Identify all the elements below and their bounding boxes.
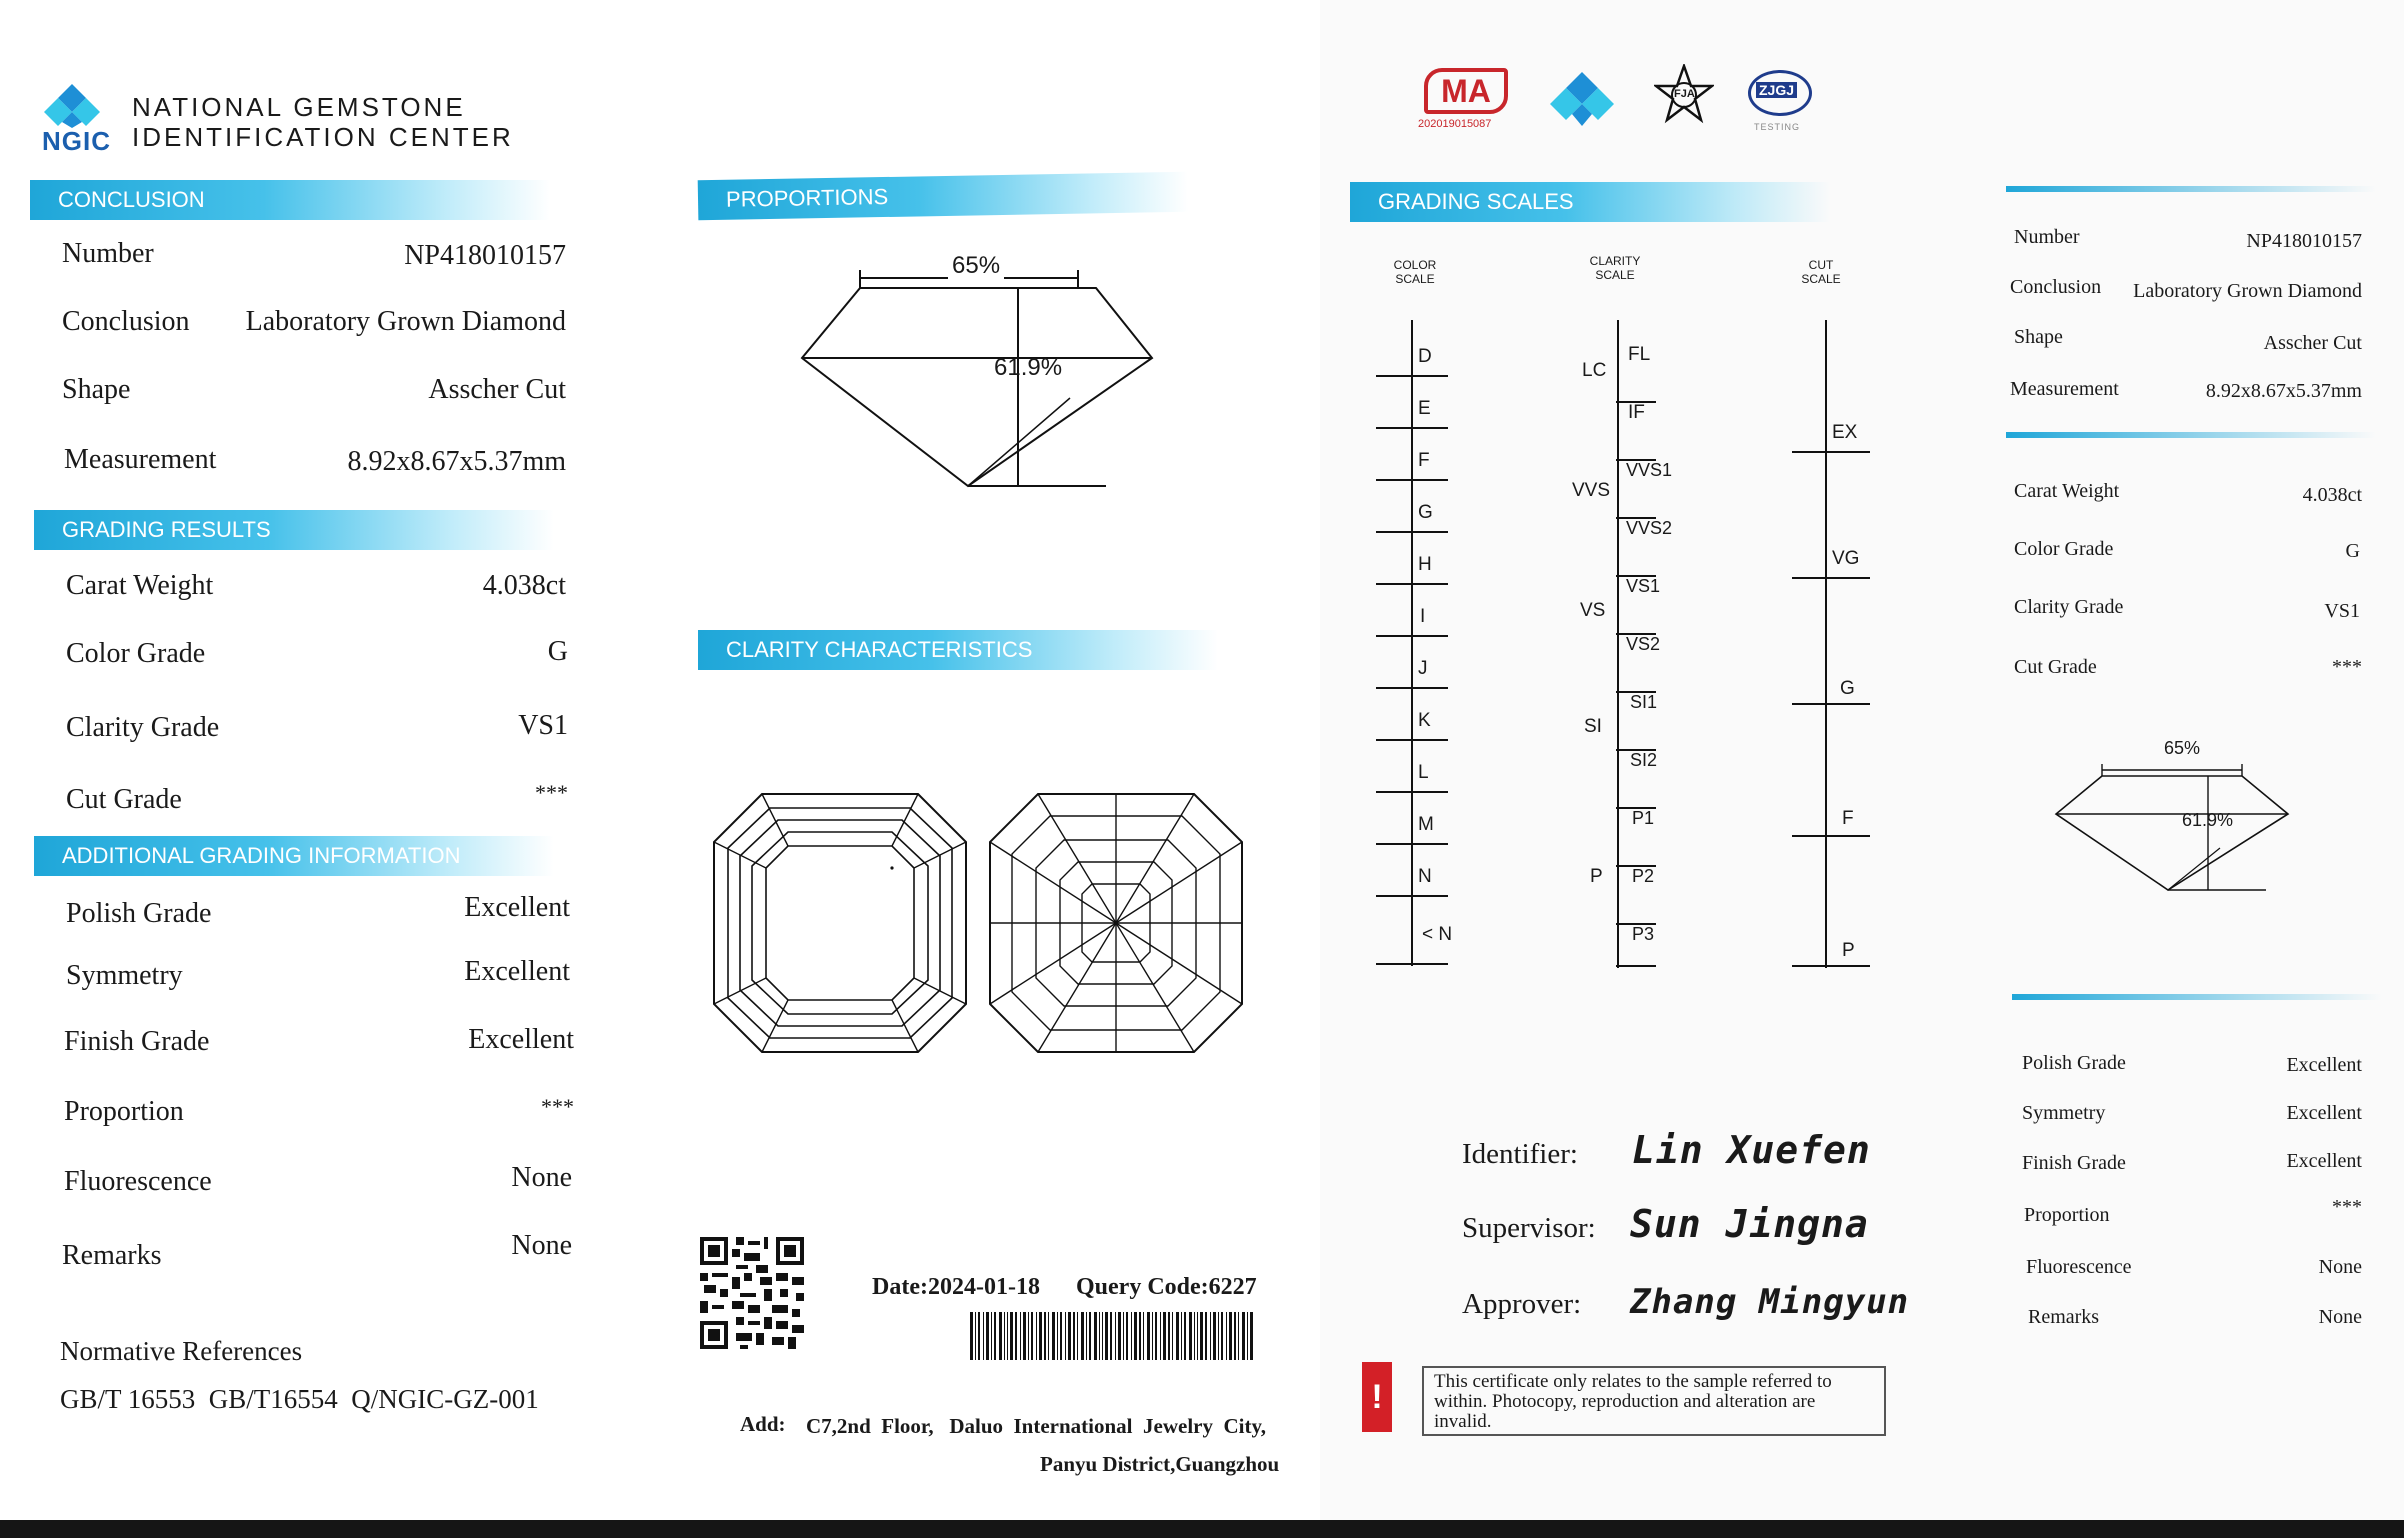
cut-grade-vg: VG [1832, 548, 1860, 569]
polish-grade-label: Polish Grade [66, 898, 212, 929]
clarity-grade-vvs2: VVS2 [1626, 518, 1673, 538]
summary-measurement-label: Measurement [2010, 378, 2119, 400]
supervisor-signature: Sun Jingna [1630, 1202, 1869, 1246]
clarity-grade-si1: SI1 [1630, 692, 1658, 712]
color-grade-k: K [1418, 710, 1431, 731]
conclusion-measurement-label: Measurement [64, 444, 217, 475]
summary-color-label: Color Grade [2014, 538, 2114, 560]
polish-grade-value: Excellent [464, 892, 570, 923]
org-name-line2: IDENTIFICATION CENTER [132, 122, 514, 152]
summary-number-value: NP418010157 [2246, 230, 2362, 252]
clarity-grade-si2: SI2 [1630, 750, 1658, 770]
cut-scale-title: CUT SCALE [1801, 258, 1841, 286]
color-grade-i: I [1420, 606, 1426, 627]
clarity-banner: CLARITY CHARACTERISTICS [698, 630, 1218, 670]
cut-grade-p: P [1842, 940, 1855, 961]
clarity-grade-value: VS1 [518, 710, 568, 741]
summary-rule-2 [2006, 432, 2376, 438]
summary-number-label: Number [2014, 226, 2080, 248]
zjgj-sub-text: TESTING [1754, 122, 1801, 132]
fja-text: FJA [1674, 88, 1695, 100]
cma-number: 202019015087 [1418, 118, 1492, 130]
summary-table-percentage: 65% [2164, 738, 2201, 758]
summary-rule-1 [2006, 186, 2376, 192]
conclusion-banner: CONCLUSION [30, 180, 550, 220]
cut-scale-lines [1790, 320, 1900, 980]
summary-proportion-diagram [2050, 752, 2290, 892]
summary-carat-value: 4.038ct [2302, 484, 2362, 506]
summary-fluorescence-label: Fluorescence [2026, 1256, 2132, 1278]
identifier-signature: Lin Xuefen [1632, 1128, 1871, 1172]
bottom-dark-edge [0, 1520, 2404, 1538]
identifier-label: Identifier: [1462, 1138, 1578, 1170]
diamond-logo-icon [1546, 68, 1618, 128]
color-grade-below-n: < N [1422, 924, 1453, 945]
summary-polish-value: Excellent [2286, 1054, 2362, 1076]
qr-code [700, 1236, 804, 1350]
clarity-grade-p3: P3 [1632, 924, 1655, 944]
summary-finish-value: Excellent [2286, 1150, 2362, 1172]
address-line1: C7,2nd Floor, Daluo International Jewelry City, [806, 1414, 1267, 1438]
summary-remarks-value: None [2318, 1306, 2362, 1328]
summary-carat-label: Carat Weight [2014, 480, 2120, 502]
notice-warning-icon: ! [1362, 1362, 1392, 1432]
address-line2: Panyu District,Guangzhou [1040, 1452, 1280, 1476]
ngic-abbr: NGIC [42, 126, 111, 156]
summary-shape-value: Asscher Cut [2263, 332, 2362, 354]
summary-conclusion-label: Conclusion [2010, 276, 2102, 298]
diamond-logo-icon [42, 82, 122, 128]
fluorescence-value: None [511, 1162, 572, 1193]
table-percentage: 65% [948, 252, 1004, 280]
summary-cut-value: *** [2332, 656, 2362, 678]
clarity-grade-if: IF [1628, 402, 1645, 423]
cma-logo [1418, 64, 1508, 136]
conclusion-shape-value: Asscher Cut [428, 374, 566, 405]
proportion-diagram [770, 248, 1190, 488]
symmetry-label: Symmetry [66, 960, 183, 991]
summary-cut-label: Cut Grade [2014, 656, 2097, 678]
summary-clarity-label: Clarity Grade [2014, 596, 2124, 618]
query-code: Query Code:6227 [1076, 1274, 1257, 1300]
carat-weight-value: 4.038ct [482, 570, 566, 601]
cut-grade-g: G [1840, 678, 1855, 699]
summary-proportion-value: *** [2332, 1196, 2362, 1218]
pavilion-view-diagram [988, 788, 1248, 1058]
clarity-group-lc: LC [1582, 360, 1607, 381]
conclusion-shape-label: Shape [62, 374, 131, 405]
zjgj-text: ZJGJ [1756, 82, 1797, 98]
clarity-grade-vvs1: VVS1 [1626, 460, 1673, 480]
supervisor-label: Supervisor: [1462, 1212, 1596, 1244]
cma-mark-text: MA [1424, 68, 1508, 114]
summary-polish-label: Polish Grade [2022, 1052, 2126, 1074]
color-grade-e: E [1418, 398, 1431, 419]
clarity-group-vs: VS [1580, 600, 1606, 621]
proportions-banner: PROPORTIONS [698, 172, 1189, 221]
clarity-grade-fl: FL [1628, 344, 1651, 365]
conclusion-conclusion-label: Conclusion [62, 306, 190, 337]
summary-fluorescence-value: None [2318, 1256, 2362, 1278]
depth-percentage: 61.9% [994, 354, 1063, 381]
summary-symmetry-value: Excellent [2286, 1102, 2362, 1124]
clarity-grade-vs1: VS1 [1626, 576, 1661, 596]
clarity-scale-title: CLARITY SCALE [1589, 254, 1641, 282]
proportion-label: Proportion [64, 1096, 184, 1127]
color-grade-h: H [1418, 554, 1432, 575]
color-grade-n: N [1418, 866, 1432, 887]
issue-date: Date:2024-01-18 [872, 1274, 1040, 1300]
address-label: Add: [740, 1412, 786, 1436]
cut-grade-f: F [1842, 808, 1854, 829]
color-grade-l: L [1418, 762, 1429, 783]
cut-grade-label: Cut Grade [66, 784, 182, 815]
summary-remarks-label: Remarks [2028, 1306, 2100, 1328]
notice-text: This certificate only relates to the sample referred to within. Photocopy, reproduction and alteration are invalid. [1422, 1366, 1886, 1436]
color-grade-label: Color Grade [66, 638, 206, 669]
remarks-label: Remarks [62, 1240, 162, 1271]
summary-rule-3 [2012, 994, 2382, 1000]
org-name-line1: NATIONAL GEMSTONE [132, 92, 466, 122]
color-grade-j: J [1418, 658, 1428, 679]
conclusion-conclusion-value: Laboratory Grown Diamond [245, 306, 566, 337]
summary-finish-label: Finish Grade [2022, 1152, 2126, 1174]
normative-title: Normative References [60, 1336, 303, 1366]
carat-weight-label: Carat Weight [66, 570, 214, 601]
color-grade-value: G [547, 636, 568, 667]
clarity-grade-vs2: VS2 [1626, 634, 1661, 654]
summary-shape-label: Shape [2014, 326, 2063, 348]
proportion-value: *** [541, 1094, 574, 1119]
summary-conclusion-value: Laboratory Grown Diamond [2133, 280, 2362, 302]
approver-signature: Zhang Mingyun [1630, 1282, 1910, 1322]
color-grade-m: M [1418, 814, 1434, 835]
fja-logo [1654, 64, 1714, 124]
ngic-logo [42, 82, 122, 154]
summary-proportion-label: Proportion [2024, 1204, 2110, 1226]
cut-grade-value: *** [535, 780, 568, 805]
summary-symmetry-label: Symmetry [2022, 1102, 2106, 1124]
fluorescence-label: Fluorescence [64, 1166, 212, 1197]
finish-grade-value: Excellent [468, 1024, 574, 1055]
conclusion-number-value: NP418010157 [404, 240, 566, 271]
color-scale-lines [1372, 320, 1452, 980]
additional-banner: ADDITIONAL GRADING INFORMATION [34, 836, 554, 876]
summary-measurement-value: 8.92x8.67x5.37mm [2205, 380, 2362, 402]
normative-refs: GB/T 16553 GB/T16554 Q/NGIC-GZ-001 [60, 1384, 539, 1414]
symmetry-value: Excellent [464, 956, 570, 987]
clarity-grade-label: Clarity Grade [66, 712, 220, 743]
cut-grade-ex: EX [1832, 422, 1858, 443]
summary-depth-percentage: 61.9% [2182, 810, 2234, 830]
conclusion-number-label: Number [62, 238, 154, 269]
finish-grade-label: Finish Grade [64, 1026, 210, 1057]
conclusion-measurement-value: 8.92x8.67x5.37mm [347, 446, 566, 477]
summary-clarity-value: VS1 [2324, 600, 2360, 622]
zjgj-logo [1744, 70, 1814, 136]
approver-label: Approver: [1462, 1288, 1582, 1320]
clarity-group-si: SI [1584, 716, 1602, 737]
color-grade-g: G [1418, 502, 1433, 523]
barcode [970, 1312, 1256, 1360]
color-grade-f: F [1418, 450, 1430, 471]
color-grade-d: D [1418, 346, 1432, 367]
grading-scales-banner: GRADING SCALES [1350, 182, 1830, 222]
summary-color-value: G [2345, 540, 2360, 562]
clarity-grade-p2: P2 [1632, 866, 1655, 886]
clarity-group-p: P [1590, 866, 1603, 887]
clarity-grade-p1: P1 [1632, 808, 1655, 828]
color-scale-title: COLOR SCALE [1393, 258, 1437, 286]
grading-results-banner: GRADING RESULTS [34, 510, 554, 550]
remarks-value: None [511, 1230, 572, 1261]
crown-view-diagram [712, 788, 972, 1058]
clarity-group-vvs: VVS [1572, 480, 1611, 501]
